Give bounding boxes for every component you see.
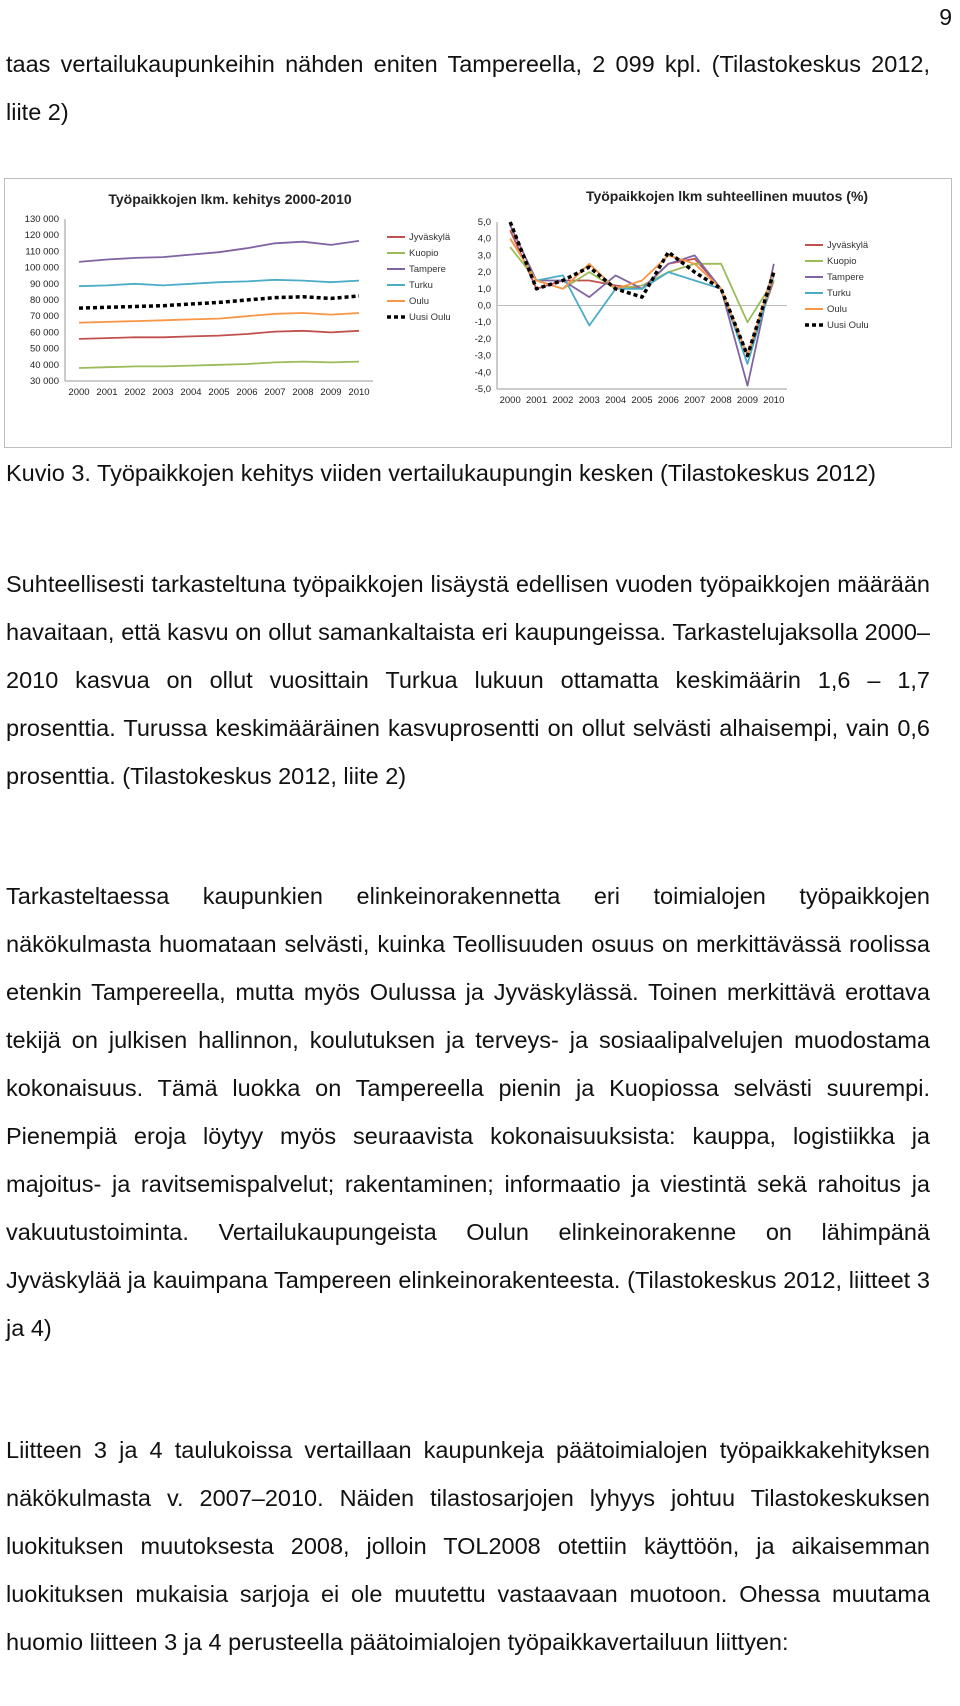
series-line-kuopio [79,362,359,368]
chart-title: Työpaikkojen lkm suhteellinen muutos (%) [585,188,869,204]
x-tick-label: 2001 [96,387,118,398]
figure-caption: Kuvio 3. Työpaikkojen kehitys viiden vertailukaupungin kesken (Tilastokeskus 2012) [6,460,876,486]
legend-label: Tampere [827,272,864,283]
x-tick-label: 2002 [124,387,146,398]
paragraph: Tarkasteltaessa kaupunkien elinkeinorakennetta eri toimialojen työpaikkojen näkökulmasta huomataan selvästi, kuinka Teollisuuden osuus on merkittävässä roolissa etenkin Tampereella, mutta myös Oulussa ja Jyväskylässä. Toinen merkittävä erottava tekijä on julkisen hallinnon, koulutuksen ja terveys- ja sosiaalipalvelujen muodostama kokonaisuus. Tämä luokka on Tampereella pienin ja Kuopiossa selvästi suurempi. Pienempiä eroja löytyy myös seuraavista kokonaisuuksista: kauppa, logistiikka ja majoitus- ja ravitsemispalvelut; rakentaminen; informaatio ja viestintä sekä rahoitus ja vakuutustoiminta. Vertailukaupungeista Oulun elinkeinorakenne on lähimpänä Jyväskylää ja kauimpana Tampereen elinkeinorakenteesta. (Tilastokeskus 2012, liitteet 3 ja 4) [6,883,930,1341]
legend-label: Oulu [827,304,848,315]
x-tick-label: 2007 [684,395,706,406]
x-tick-label: 2006 [236,387,258,398]
paragraph: Suhteellisesti tarkasteltuna työpaikkojen lisäystä edellisen vuoden työpaikkojen määrään havaitaan, että kasvu on ollut samankaltaista eri kaupungeissa. Tarkastelujaksolla 2000–2010 kasvua on ollut vuosittain Turkua lukuun ottamatta keskimäärin 1,6 – 1,7 prosenttia. Turussa keskimääräinen kasvuprosentti on ollut selvästi alhaisempi, vain 0,6 prosenttia. (Tilastokeskus 2012, liite 2) [6,571,930,789]
legend-label: Tampere [409,264,446,275]
x-tick-label: 2009 [736,395,759,406]
intro-paragraph: taas vertailukaupunkeihin nähden eniten Tampereella, 2 099 kpl. (Tilastokeskus 2012, liite 2) [6,51,930,125]
legend-label: Oulu [409,296,430,307]
y-tick-label: 0,0 [477,300,491,312]
x-tick-label: 2000 [68,387,90,398]
y-tick-label: 4,0 [477,233,491,245]
y-tick-label: 110 000 [25,246,59,258]
y-tick-label: 130 000 [24,214,59,225]
y-tick-label: 100 000 [24,262,59,274]
x-tick-label: 2002 [552,395,574,406]
x-tick-label: 2001 [525,395,548,406]
x-tick-label: 2010 [348,387,370,398]
y-tick-label: 3,0 [477,250,491,262]
x-tick-label: 2003 [152,387,174,398]
y-tick-label: 5,0 [477,217,491,228]
y-tick-label: 60 000 [29,327,59,339]
x-tick-label: 2003 [578,395,600,406]
series-line-oulu [79,313,359,323]
chart-canvas [5,179,951,447]
y-tick-label: 30 000 [29,376,59,387]
page-number: 9 [939,4,952,30]
x-tick-label: 2000 [499,395,521,406]
y-tick-label: -2,0 [474,333,491,345]
y-tick-label: -4,0 [474,367,491,379]
series-line-uusi-oulu [79,296,359,308]
y-tick-label: 70 000 [29,311,59,323]
legend-label: Kuopio [827,256,857,267]
chart-employment-change [475,188,869,406]
x-tick-label: 2008 [292,387,314,398]
y-tick-label: -3,0 [474,350,491,362]
x-tick-label: 2006 [657,395,679,406]
y-tick-label: 40 000 [29,359,59,371]
y-tick-label: 50 000 [29,343,59,355]
legend-label: Uusi Oulu [409,312,451,323]
x-tick-label: 2004 [180,387,202,398]
x-tick-label: 2005 [208,387,230,398]
x-tick-label: 2007 [264,387,286,398]
series-line-turku [510,239,774,364]
legend-label: Turku [409,280,433,291]
legend-label: Jyväskylä [409,232,451,243]
y-tick-label: 90 000 [29,278,59,290]
x-tick-label: 2008 [710,395,732,406]
series-line-turku [79,280,359,286]
y-tick-label: -1,0 [474,317,491,329]
y-tick-label: 80 000 [29,295,59,306]
paragraph: Liitteen 3 ja 4 taulukoissa vertaillaan kaupunkeja päätoimialojen työpaikkakehityksen näkökulmasta v. 2007–2010. Näiden tilastosarjojen lyhyys johtuu Tilastokeskuksen luokituksen muutoksesta 2008, jolloin TOL2008 otettiin käyttöön, ja aikaisemman luokituksen mukaisia sarjoja ei ole muutettu vastaavaan muotoon. Ohessa muutama huomio liitteen 3 ja 4 perusteella päätoimialojen työpaikkavertailuun liittyen: [6,1437,930,1655]
x-tick-label: 2010 [763,395,785,406]
x-tick-label: 2005 [631,395,653,406]
legend-label: Turku [827,288,851,299]
series-line-jyväskylä [79,331,359,339]
y-tick-label: 120 000 [24,230,59,242]
chart-employment-count [25,191,451,398]
chart-title: Työpaikkojen lkm. kehitys 2000-2010 [108,191,352,207]
y-tick-label: 2,0 [477,267,491,279]
x-tick-label: 2009 [320,387,342,398]
series-line-tampere [79,241,359,262]
y-tick-label: -5,0 [474,384,491,395]
legend-label: Kuopio [409,248,439,259]
legend-label: Uusi Oulu [827,320,869,331]
y-tick-label: 1,0 [477,283,491,295]
chart-figure [4,178,952,448]
x-tick-label: 2004 [605,395,627,406]
legend-label: Jyväskylä [827,240,869,251]
